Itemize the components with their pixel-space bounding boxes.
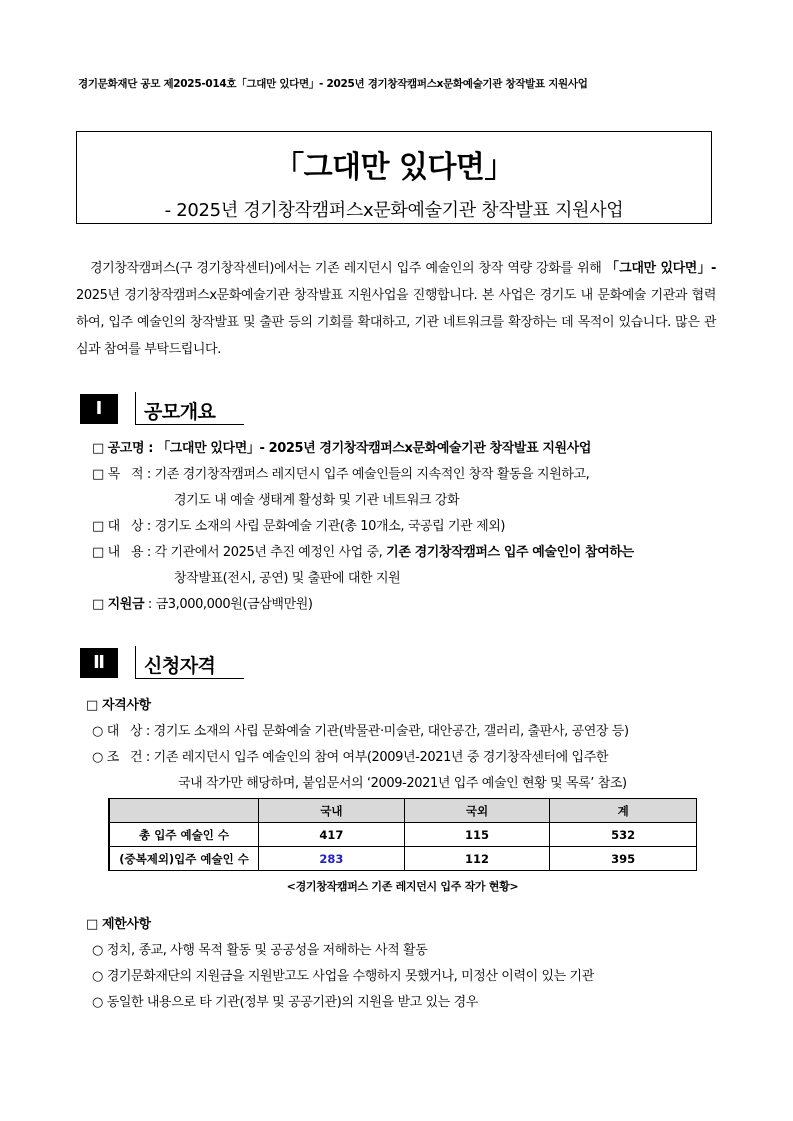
item-sep: : <box>142 724 154 739</box>
restriction-text: 경기문화재단의 지원금을 지원받고도 사업을 수행하지 못했거나, 미정산 이력이 있는 기관 <box>106 969 594 984</box>
item-label: 지원금 <box>107 597 145 612</box>
restriction-item <box>92 939 427 958</box>
table-corner-cell <box>109 799 259 823</box>
page-title: 「그대만 있다면」 <box>274 150 514 185</box>
overview-item-content-cont: 창작발표(전시, 공연) 및 출판에 대한 지원 <box>174 571 401 586</box>
page-subtitle: - 2025년 경기창작캠퍼스x문화예술기관 창작발표 지원사업 <box>164 200 624 221</box>
table-cell-foreign: 112 <box>404 847 550 871</box>
restriction-text: 동일한 내용으로 타 기관(정부 및 공공기관)의 지원을 받고 있는 경우 <box>106 995 478 1010</box>
item-label: 대 상 <box>106 724 143 739</box>
notice-header: 경기문화재단 공모 제2025-014호「그대만 있다면」- 2025년 경기창작캠퍼스x문화예술기관 창작발표 지원사업 <box>78 78 588 90</box>
restriction-item <box>92 991 478 1010</box>
table-header-total: 계 <box>550 799 697 823</box>
table-row <box>109 847 697 871</box>
overview-item-name <box>92 437 591 456</box>
item-label: 목 적 <box>107 467 144 482</box>
item-sep: : <box>144 597 156 612</box>
intro-text-bold: 「그대만 있다면」- <box>605 261 716 276</box>
section-1-numeral: Ⅰ <box>80 394 118 424</box>
item-text: 경기도 소재의 사립 문화예술 기관(총 10개소, 국공립 기관 제외) <box>154 519 506 534</box>
item-label: 조 건 <box>106 750 143 765</box>
table-cell-total: 395 <box>550 847 697 871</box>
table-cell-domestic: 417 <box>259 823 405 847</box>
circle-bullet-icon: ○ <box>92 724 103 739</box>
circle-bullet-icon: ○ <box>92 750 103 765</box>
square-bullet-icon: □ <box>92 467 104 482</box>
intro-paragraph <box>76 255 716 363</box>
restriction-text: 정치, 종교, 사행 목적 활동 및 공공성을 저해하는 사적 활동 <box>106 943 428 958</box>
overview-item-content <box>92 541 634 560</box>
table-header-foreign: 국외 <box>404 799 550 823</box>
section-2-numeral: Ⅱ <box>80 648 118 678</box>
item-text: 금3,000,000원(금삼백만원) <box>155 597 313 612</box>
item-sep: : <box>144 441 158 456</box>
table-header-row <box>109 799 697 823</box>
circle-bullet-icon: ○ <box>92 943 103 958</box>
circle-bullet-icon: ○ <box>92 995 103 1010</box>
item-text: 기존 레지던시 입주 예술인의 참여 여부(2009년-2021년 중 경기창작센터에 입주한 <box>153 750 609 765</box>
item-text: 경기도 소재의 사립 문화예술 기관(박물관·미술관, 대안공간, 갤러리, 출판사, 공연장 등) <box>153 724 629 739</box>
restrictions-heading: □ 제한사항 <box>86 917 151 932</box>
item-label: 공고명 <box>107 441 145 456</box>
intro-text-1: 경기창작캠퍼스(구 경기창작센터)에서는 기존 레지던시 입주 예술인의 창작 역량 강화를 위해 <box>90 261 602 276</box>
section-1-title: 공모개요 <box>144 401 216 423</box>
item-label: 대 상 <box>107 519 144 534</box>
overview-item-purpose-cont: 경기도 내 예술 생태계 활성화 및 기관 네트워크 강화 <box>174 493 460 508</box>
resident-artist-table <box>108 798 697 871</box>
table-row <box>109 823 697 847</box>
item-sep: : <box>143 467 155 482</box>
table-header-domestic: 국내 <box>259 799 405 823</box>
overview-item-target <box>92 515 505 534</box>
overview-item-grant <box>92 593 313 612</box>
circle-bullet-icon: ○ <box>92 969 103 984</box>
restriction-item <box>92 965 594 984</box>
item-sep: : <box>143 519 155 534</box>
square-bullet-icon: □ <box>92 545 104 560</box>
qualification-condition <box>92 746 608 765</box>
table-row-label: (중복제외)입주 예술인 수 <box>109 847 259 871</box>
table-row-label: 총 입주 예술인 수 <box>109 823 259 847</box>
qualification-condition-cont: 국내 작가만 해당하며, 붙임문서의 ‘2009-2021년 입주 예술인 현황 및 목록’ 참조) <box>178 776 627 791</box>
intro-text-2: 2025년 경기창작캠퍼스x문화예술기관 창작발표 지원사업을 진행합니다. 본 사업은 경기도 내 문화예술 기관과 협력하여, 입주 예술인의 창작발표 및 출판 등의 기회를 확대하고, 기관 네트워크를 확장하는 데 목적이 있습니다. 많은 관심과 참여를 부탁드립니다. <box>76 288 716 357</box>
title-box <box>76 131 712 224</box>
square-bullet-icon: □ <box>92 519 104 534</box>
square-bullet-icon: □ <box>92 441 104 456</box>
overview-item-purpose <box>92 463 589 482</box>
item-text: 「그대만 있다면」- 2025년 경기창작캠퍼스x문화예술기관 창작발표 지원사업 <box>157 441 591 456</box>
item-text: 각 기관에서 2025년 추진 예정인 사업 중, <box>154 545 387 560</box>
item-text: 기존 경기창작캠퍼스 레지던시 입주 예술인들의 지속적인 창작 활동을 지원하고, <box>154 467 590 482</box>
item-sep: : <box>142 750 154 765</box>
table-cell-total: 532 <box>550 823 697 847</box>
table-cell-domestic-highlight: 283 <box>259 847 405 871</box>
table-caption: <경기창작캠퍼스 기존 레지던시 입주 작가 현황> <box>286 880 519 893</box>
section-1-heading <box>80 392 250 428</box>
table-cell-foreign: 115 <box>404 823 550 847</box>
item-label: 내 용 <box>107 545 144 560</box>
section-2-heading <box>80 646 250 682</box>
item-text-bold: 기존 경기창작캠퍼스 입주 예술인이 참여하는 <box>386 545 634 560</box>
qualification-target <box>92 720 629 739</box>
qualifications-heading: □ 자격사항 <box>86 698 151 713</box>
square-bullet-icon: □ <box>92 597 104 612</box>
section-2-title: 신청자격 <box>144 655 216 677</box>
item-sep: : <box>143 545 155 560</box>
